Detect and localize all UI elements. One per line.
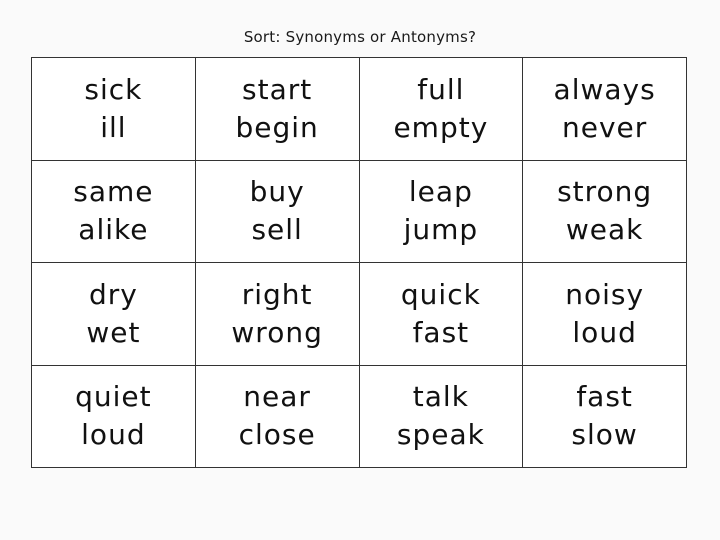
word-bottom: jump [403, 213, 479, 247]
word-bottom: fast [412, 315, 470, 349]
word-top: start [242, 72, 313, 106]
word-card[interactable] [32, 263, 196, 366]
word-top: full [417, 72, 465, 106]
word-bottom: weak [565, 213, 644, 247]
word-bottom: speak [396, 418, 485, 452]
word-card[interactable] [360, 263, 524, 366]
word-top: noisy [565, 277, 645, 311]
word-card[interactable] [32, 58, 196, 161]
word-card[interactable] [360, 58, 524, 161]
word-card[interactable] [32, 161, 196, 264]
word-card[interactable] [196, 263, 360, 366]
word-card[interactable] [196, 366, 360, 469]
word-bottom: close [238, 418, 316, 452]
word-card[interactable] [196, 58, 360, 161]
word-top: strong [557, 175, 653, 209]
word-top: quick [400, 277, 481, 311]
word-card[interactable] [196, 161, 360, 264]
word-top: sick [84, 72, 143, 106]
worksheet-title: Sort: Synonyms or Antonyms? [243, 28, 477, 46]
word-top: same [73, 175, 154, 209]
word-card[interactable] [523, 263, 687, 366]
word-bottom: loud [81, 418, 146, 452]
word-pair-grid [31, 57, 687, 468]
word-bottom: ill [100, 110, 127, 144]
word-top: leap [408, 175, 473, 209]
word-top: quiet [75, 380, 152, 414]
word-card[interactable] [360, 366, 524, 469]
word-top: near [243, 380, 311, 414]
word-card[interactable] [360, 161, 524, 264]
word-card[interactable] [523, 366, 687, 469]
word-bottom: slow [571, 418, 638, 452]
word-bottom: empty [393, 110, 489, 144]
word-top: fast [576, 380, 633, 414]
word-top: always [553, 72, 656, 106]
word-top: talk [412, 380, 469, 414]
word-bottom: never [561, 110, 648, 144]
word-bottom: sell [251, 213, 303, 247]
word-bottom: begin [235, 110, 319, 144]
word-top: buy [249, 175, 305, 209]
word-bottom: loud [572, 315, 637, 349]
word-bottom: wet [86, 315, 141, 349]
word-card[interactable] [32, 366, 196, 469]
word-card[interactable] [523, 161, 687, 264]
word-bottom: alike [78, 213, 149, 247]
word-top: dry [88, 277, 138, 311]
word-top: right [241, 277, 313, 311]
word-card[interactable] [523, 58, 687, 161]
word-bottom: wrong [231, 315, 323, 349]
